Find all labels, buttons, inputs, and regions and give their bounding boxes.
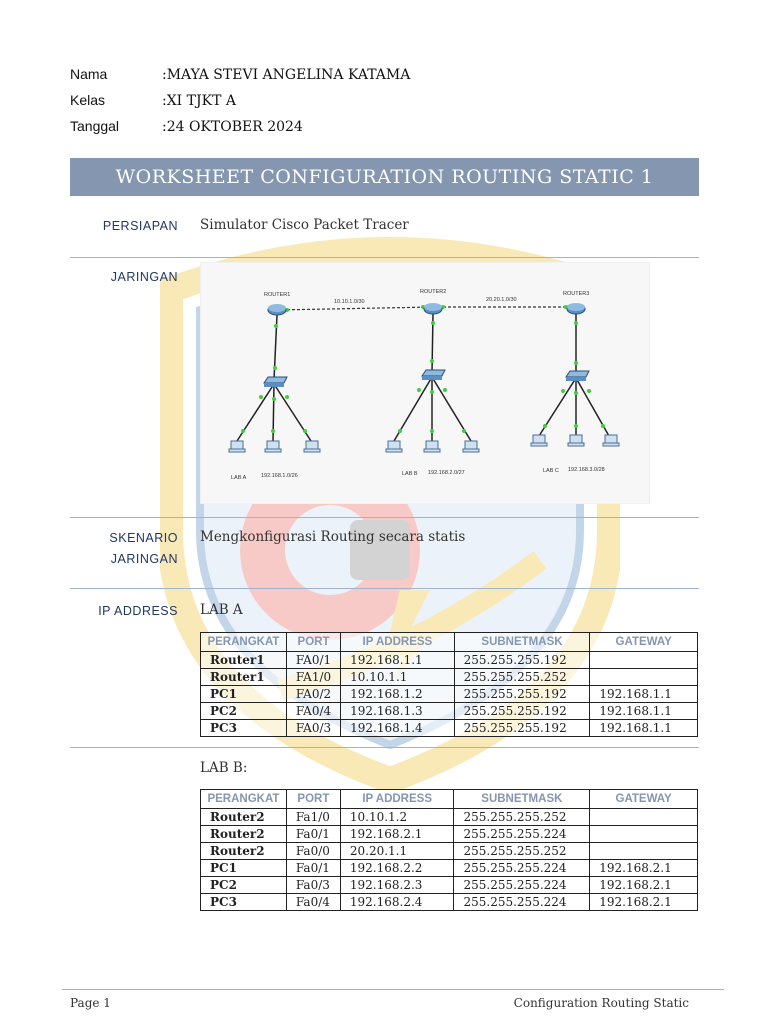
cell-device: Router2 <box>201 809 287 826</box>
cell-ip: 192.168.1.1 <box>341 652 455 669</box>
pc-icon <box>531 435 547 446</box>
cell-subnet: 255.255.255.192 <box>454 686 590 703</box>
cell-subnet: 255.255.255.252 <box>454 809 590 826</box>
skenario-text: Mengkonfigurasi Routing secara statis <box>200 529 466 545</box>
name-value: :MAYA STEVI ANGELINA KATAMA <box>162 67 411 83</box>
router3-icon <box>567 303 585 314</box>
cell-ip: 192.168.2.4 <box>340 894 454 911</box>
table-row <box>201 877 698 894</box>
table-row <box>201 720 698 737</box>
col-header: SUBNETMASK <box>454 790 590 809</box>
cell-ip: 10.10.1.1 <box>341 669 455 686</box>
pc-icon <box>229 441 245 452</box>
cell-port: Fa0/1 <box>286 860 340 877</box>
cell-device: PC2 <box>201 877 287 894</box>
date-value: :24 OKTOBER 2024 <box>162 119 303 135</box>
lab-a-net-label: 192.168.1.0/26 <box>261 473 298 479</box>
router1-label: ROUTER1 <box>264 292 291 298</box>
cell-gateway: 192.168.2.1 <box>590 860 698 877</box>
cell-subnet: 255.255.255.224 <box>454 894 590 911</box>
cell-gateway: 192.168.1.1 <box>590 720 698 737</box>
router1-icon <box>268 304 286 315</box>
lab-b-table <box>200 789 698 911</box>
cell-gateway: 192.168.2.1 <box>590 877 698 894</box>
table-row <box>201 894 698 911</box>
pc-icon <box>568 435 584 446</box>
lab-b-title: LAB B: <box>200 760 248 776</box>
cell-device: Router1 <box>201 652 287 669</box>
pc-icon <box>603 435 619 446</box>
cell-device: PC1 <box>201 686 287 703</box>
cell-gateway: 192.168.1.1 <box>590 686 698 703</box>
pc-icon <box>386 441 402 452</box>
cell-subnet: 255.255.255.252 <box>454 669 590 686</box>
cell-subnet: 255.255.255.192 <box>454 703 590 720</box>
col-header: PERANGKAT <box>201 790 287 809</box>
cell-device: Router2 <box>201 843 287 860</box>
cell-ip: 10.10.1.2 <box>340 809 454 826</box>
cell-gateway: 192.168.2.1 <box>590 894 698 911</box>
student-name-row <box>70 66 410 83</box>
jaringan-label: JARINGAN <box>110 270 178 284</box>
cell-device: Router1 <box>201 669 287 686</box>
skenario-label <box>68 528 178 570</box>
switch-lab-a-icon <box>264 377 287 387</box>
cell-port: FA0/4 <box>286 703 340 720</box>
pc-icon <box>265 441 281 452</box>
footer-divider <box>62 989 724 990</box>
cell-device: PC3 <box>201 720 287 737</box>
cell-gateway: 192.168.1.1 <box>590 703 698 720</box>
date-label: Tanggal <box>70 118 120 134</box>
lab-b-net-label: 192.168.2.0/27 <box>428 470 465 476</box>
pc-icon <box>463 441 479 452</box>
table-row <box>201 809 698 826</box>
cell-ip: 192.168.2.1 <box>340 826 454 843</box>
cell-port: Fa0/0 <box>286 843 340 860</box>
col-header: SUBNETMASK <box>454 633 590 652</box>
cell-gateway <box>590 826 698 843</box>
persiapan-text: Simulator Cisco Packet Tracer <box>200 217 409 233</box>
router2-label: ROUTER2 <box>420 289 447 295</box>
table-row <box>201 686 698 703</box>
pc-icon <box>304 441 320 452</box>
cell-device: PC1 <box>201 860 287 877</box>
network-topology-image <box>200 262 650 504</box>
lab-c-label: LAB C <box>543 468 559 474</box>
class-value: :XI TJKT A <box>162 93 236 109</box>
cell-ip: 20.20.1.1 <box>340 843 454 860</box>
table-header-row <box>201 633 698 652</box>
cell-ip: 192.168.2.3 <box>340 877 454 894</box>
cell-ip: 192.168.1.2 <box>341 686 455 703</box>
class-label: Kelas <box>70 92 106 108</box>
footer-doc-title: Configuration Routing Static <box>513 996 689 1010</box>
lab-c-net-label: 192.168.3.0/28 <box>568 467 605 473</box>
cell-device: Router2 <box>201 826 287 843</box>
cell-gateway <box>590 843 698 860</box>
table-row <box>201 652 698 669</box>
table-row <box>201 826 698 843</box>
cell-port: Fa0/3 <box>286 877 340 894</box>
divider <box>70 747 699 748</box>
link1-label: 10.10.1.0/30 <box>334 299 365 305</box>
table-row <box>201 703 698 720</box>
col-header: IP ADDRESS <box>341 633 455 652</box>
cell-ip: 192.168.1.4 <box>341 720 455 737</box>
network-topology-diagram <box>201 263 649 503</box>
cell-port: FA0/3 <box>286 720 340 737</box>
cell-port: Fa0/1 <box>286 826 340 843</box>
col-header: GATEWAY <box>590 790 698 809</box>
cell-subnet: 255.255.255.192 <box>454 652 590 669</box>
cell-port: FA1/0 <box>286 669 340 686</box>
skenario-label-line2: JARINGAN <box>110 552 178 566</box>
switch-lab-c-icon <box>566 371 589 381</box>
table-header-row <box>201 790 698 809</box>
wan-link-1 <box>277 307 433 310</box>
cell-port: Fa0/4 <box>286 894 340 911</box>
cell-ip: 192.168.2.2 <box>340 860 454 877</box>
cell-subnet: 255.255.255.224 <box>454 860 590 877</box>
cell-subnet: 255.255.255.192 <box>454 720 590 737</box>
divider <box>70 257 699 258</box>
col-header: PORT <box>286 790 340 809</box>
pc-icon <box>424 441 440 452</box>
cell-gateway <box>590 652 698 669</box>
cell-device: PC3 <box>201 894 287 911</box>
col-header: IP ADDRESS <box>340 790 454 809</box>
switch-lab-b-icon <box>422 370 445 380</box>
cell-gateway <box>590 669 698 686</box>
cell-subnet: 255.255.255.224 <box>454 877 590 894</box>
divider <box>70 517 699 518</box>
ip-address-label: IP ADDRESS <box>98 604 178 618</box>
lab-a-table <box>200 632 698 737</box>
date-row <box>70 118 303 135</box>
cell-device: PC2 <box>201 703 287 720</box>
skenario-label-line1: SKENARIO <box>109 531 178 545</box>
name-label: Nama <box>70 66 108 82</box>
cell-port: FA0/2 <box>286 686 340 703</box>
col-header: GATEWAY <box>590 633 698 652</box>
lab-a-title: LAB A <box>200 602 243 618</box>
router2-icon <box>424 303 442 314</box>
cell-port: FA0/1 <box>286 652 340 669</box>
col-header: PORT <box>286 633 340 652</box>
worksheet-title: WORKSHEET CONFIGURATION ROUTING STATIC 1 <box>70 158 699 196</box>
link2-label: 20.20.1.0/30 <box>486 297 517 303</box>
router3-label: ROUTER3 <box>563 291 590 297</box>
col-header: PERANGKAT <box>201 633 287 652</box>
cell-subnet: 255.255.255.224 <box>454 826 590 843</box>
table-row <box>201 669 698 686</box>
cell-subnet: 255.255.255.252 <box>454 843 590 860</box>
table-row <box>201 860 698 877</box>
cell-port: Fa1/0 <box>286 809 340 826</box>
lab-a-label: LAB A <box>231 475 247 481</box>
page-number: Page 1 <box>70 996 111 1010</box>
cell-ip: 192.168.1.3 <box>341 703 455 720</box>
cell-gateway <box>590 809 698 826</box>
persiapan-label: PERSIAPAN <box>102 219 178 233</box>
table-row <box>201 843 698 860</box>
divider <box>70 588 699 589</box>
class-row <box>70 92 236 109</box>
lab-b-label: LAB B <box>402 471 418 477</box>
